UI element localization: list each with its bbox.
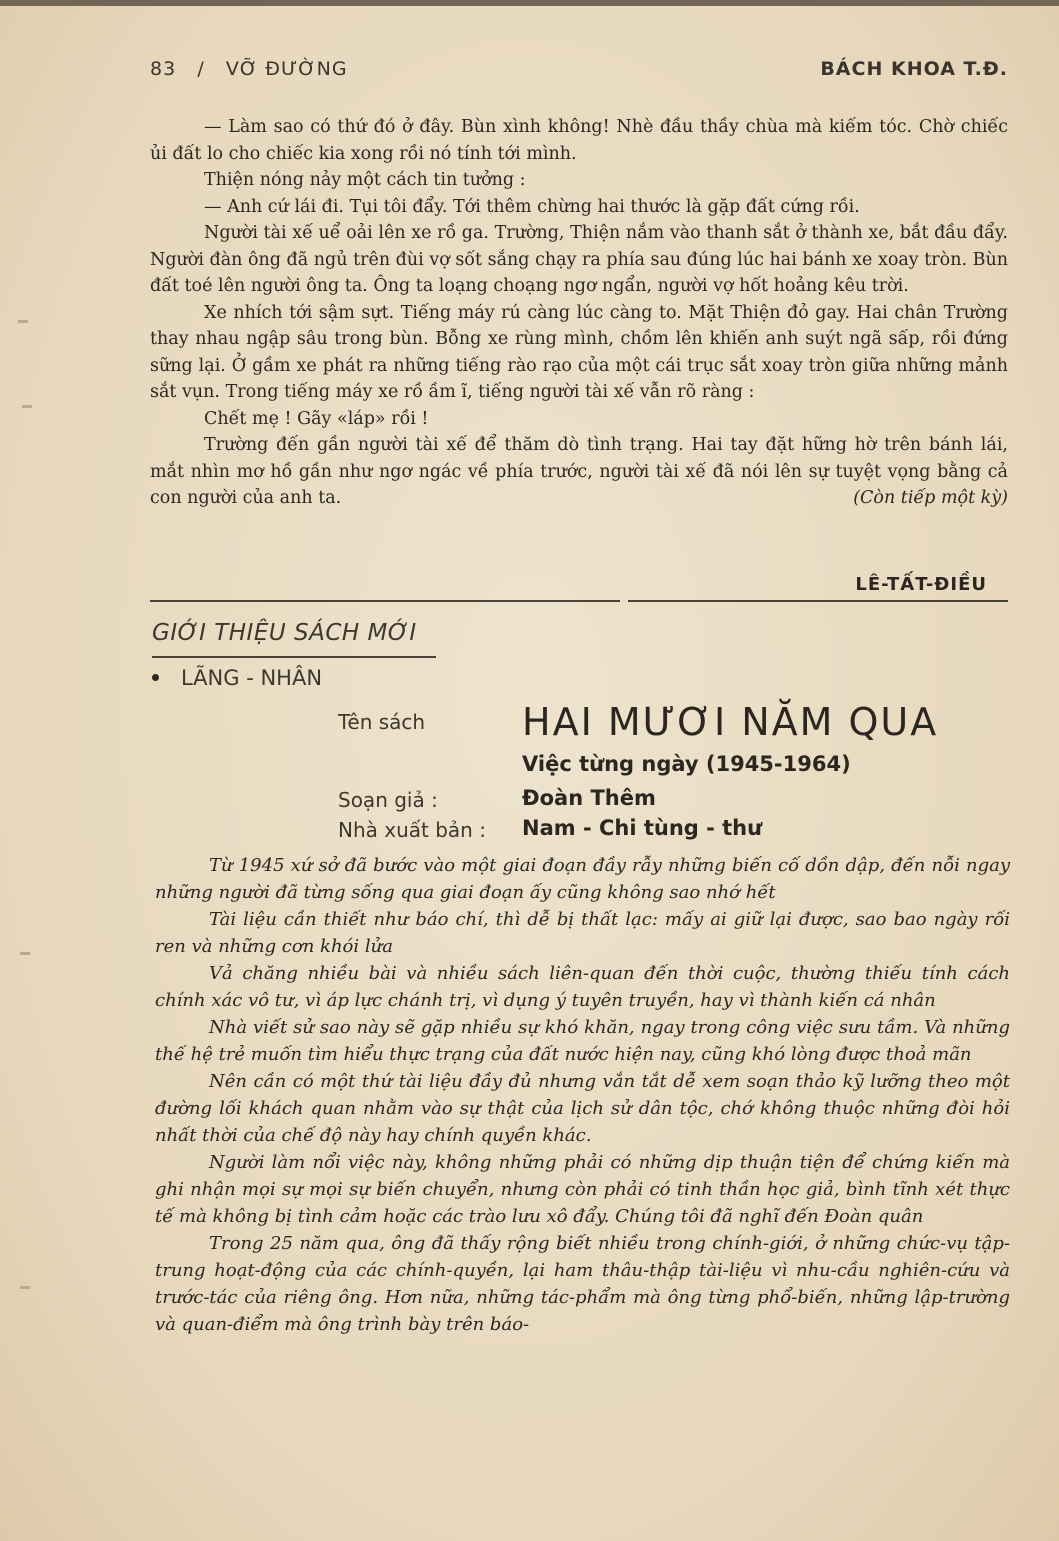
label-book-title: Tên sách <box>338 710 426 734</box>
story-paragraph <box>150 432 1008 512</box>
continued-note: (Còn tiếp một kỳ) <box>853 488 1008 508</box>
review-paragraph: Trong 25 năm qua, ông đã thấy rộng biết nhiều trong chính-giới, ở những chức-vụ tập-trung hoạt-động của các chính-quyền, lại ham thâu-thập tài-liệu vì nhu-cầu nghiên-cứu và trước-tác của riêng ông. Hơn nữa, những tác-phẩm mà ông từng phổ-biến, những lập-trường và quan-điểm mà ông trình bày trên báo- <box>155 1233 1010 1335</box>
book-author: Đoàn Thêm <box>522 786 656 810</box>
section-title: GIỚI THIỆU SÁCH MỚI <box>152 620 417 646</box>
reviewer-name: LÃNG - NHÂN <box>181 666 323 690</box>
review-paragraph: Vả chăng nhiều bài và nhiều sách liên-quan đến thời cuộc, thường thiếu tính cách chính xác vô tư, vì áp lực chánh trị, vì dụng ý tuyên truyền, hay vì thành kiến cá nhân <box>155 963 1010 1011</box>
review-paragraph: Tài liệu cần thiết như báo chí, thì dễ bị thất lạc: mấy ai giữ lại được, sao bao ngày rối ren và những cơn khói lửa <box>155 909 1010 957</box>
running-header <box>150 58 1008 84</box>
review-paragraph: Nên cần có một thứ tài liệu đầy đủ nhưng vắn tắt dễ xem soạn thảo kỹ lưỡng theo một đường lối khách quan nhằm vào sự thật của lịch sử dân tộc, chớ không thuộc những đòi hỏi nhất thời của chế độ này hay chính quyền khác. <box>155 1071 1010 1146</box>
story-text <box>150 114 1008 512</box>
page-number: 83 <box>150 58 177 80</box>
divider-right <box>628 600 1008 602</box>
book-publisher: Nam - Chi tùng - thư <box>522 816 763 840</box>
book-subtitle: Việc từng ngày (1945-1964) <box>522 752 851 776</box>
margin-mark <box>20 952 30 955</box>
top-border <box>0 0 1059 6</box>
label-publisher: Nhà xuất bản : <box>338 818 486 842</box>
story-paragraph: Xe nhích tới sậm sựt. Tiếng máy rú càng lúc càng to. Mặt Thiện đỏ gay. Hai chân Trường thay nhau ngập sâu trong bùn. Bỗng xe rùng mình, chồm lên khiến anh suýt ngã sấp, rồi đứng sững lại. Ở gầm xe phát ra những tiếng rào rạo của một cái trục sắt xoay tròn giữa những mảnh sắt vụn. Trong tiếng máy xe rồ ầm ĩ, tiếng người tài xế vẫn rõ ràng : <box>150 302 1008 402</box>
header-separator: / <box>197 58 205 80</box>
bullet-icon <box>152 674 159 681</box>
story-paragraph: — Anh cứ lái đi. Tụi tôi đẩy. Tới thêm chừng hai thước là gặp đất cứng rồi. <box>204 196 860 217</box>
margin-mark <box>18 320 28 323</box>
story-paragraph: Thiện nóng nảy một cách tin tưởng : <box>204 170 526 190</box>
divider-left <box>150 600 620 602</box>
story-paragraph: — Làm sao có thứ đó ở đây. Bùn xình không! Nhè đầu thầy chùa mà kiếm tóc. Chờ chiếc ủi đất lo cho chiếc kia xong rồi nó tính tới mình. <box>150 117 1008 164</box>
section-underline <box>152 656 436 658</box>
story-paragraph: Người tài xế uể oải lên xe rồ ga. Trường, Thiện nắm vào thanh sắt ở thành xe, bắt đầu đẩy. Người đàn ông đã ngủ trên đùi vợ sốt sắng chạy ra phía sau đúng lúc hai bánh xe xoay tròn. Bùn đất toé lên người ông ta. Ông ta loạng choạng ngơ ngẩn, người vợ hốt hoảng kêu trời. <box>150 223 1008 296</box>
review-paragraph: Từ 1945 xứ sở đã bước vào một giai đoạn đầy rẫy những biến cố dồn dập, đến nỗi ngay những người đã từng sống qua giai đoạn ấy cũng không sao nhớ hết <box>155 855 1010 903</box>
story-paragraph-text: Trường đến gần người tài xế để thăm dò tình trạng. Hai tay đặt hững hờ trên bánh lái, mắt nhìn mơ hồ gần như ngơ ngác về phía trước, người tài xế đã nói lên sự tuyệt vọng bằng cả con người của anh ta. <box>150 435 1008 508</box>
reviewer-line <box>152 666 322 690</box>
author-signature: LÊ-TẤT-ĐIỀU <box>855 574 987 595</box>
header-left <box>150 58 348 80</box>
margin-mark <box>20 1286 30 1289</box>
label-author: Soạn giả : <box>338 788 438 812</box>
story-paragraph: Chết mẹ ! Gãy «láp» rồi ! <box>204 408 429 429</box>
review-text <box>155 852 1010 1338</box>
section-name: VỠ ĐƯỜNG <box>225 58 348 80</box>
book-title: HAI MƯƠI NĂM QUA <box>522 700 939 744</box>
review-paragraph: Nhà viết sử sao này sẽ gặp nhiều sự khó khăn, ngay trong công việc sưu tầm. Và những thế hệ trẻ muốn tìm hiểu thực trạng của đất nước hiện nay, cũng khó lòng được thoả mãn <box>155 1017 1010 1065</box>
margin-mark <box>22 405 32 408</box>
review-paragraph: Người làm nổi việc này, không những phải có những dịp thuận tiện để chứng kiến mà ghi nhận mọi sự mọi sự biến chuyển, nhưng còn phải có tinh thần học giả, bình tĩnh xét thực tế mà không bị tình cảm hoặc các trào lưu xô đẩy. Chúng tôi đã nghĩ đến Đoàn quân <box>155 1152 1010 1227</box>
magazine-name: BÁCH KHOA T.Đ. <box>820 58 1008 80</box>
